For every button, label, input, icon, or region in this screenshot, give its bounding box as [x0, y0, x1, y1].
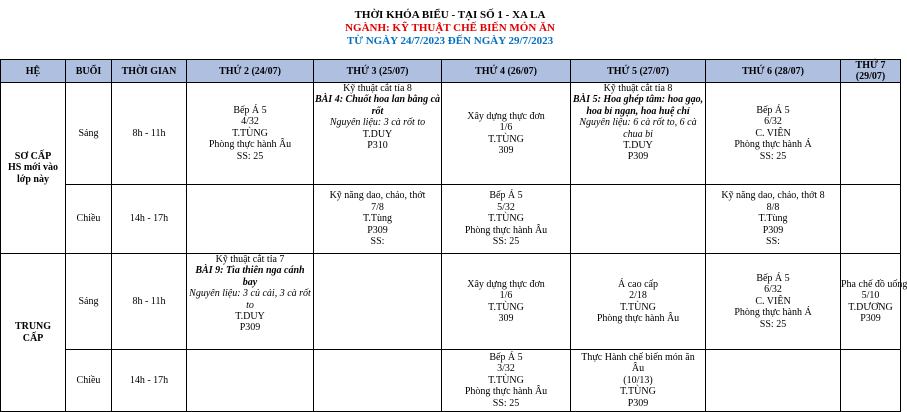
col-buoi: BUỔI	[66, 60, 112, 83]
cell-text: T.TÙNG	[232, 127, 268, 139]
header-row	[1, 60, 901, 83]
cell-text: Nguyên liệu: 6 cà rốt to, 6 cà chua bi	[579, 117, 697, 140]
cell-text: BÀI 9: Tìa thiên nga cánh bay	[195, 265, 305, 288]
cell-text: T.Tùng	[758, 213, 788, 225]
cell-text: 4/32	[241, 116, 259, 128]
cell-text: Nguyên liệu: 3 củ cải, 3 cà rốt to	[189, 288, 311, 311]
department-title: NGÀNH: KỸ THUẬT CHẾ BIẾN MÓN ĂN	[345, 22, 555, 34]
program-trung-cap	[1, 254, 66, 412]
cell-text: SS: 25	[492, 397, 520, 409]
cell-text: Kỹ năng dao, chảo, thớt	[329, 190, 426, 202]
schedule-cell	[706, 83, 841, 185]
cell-text: T.TÙNG	[620, 301, 656, 313]
cell-text: (10/13)	[623, 374, 653, 386]
col-thu-7: THỨ 7 (29/07)	[841, 60, 901, 83]
cell-text: HS mới vào	[8, 162, 58, 174]
cell-text: SS: 25	[759, 318, 787, 330]
cell-text: SƠ CẤP	[14, 150, 52, 162]
cell-text: P309	[860, 312, 881, 324]
cell-text: Bếp Á 5	[489, 190, 523, 202]
table-row	[1, 350, 901, 412]
col-thoi-gian: THỜI GIAN	[112, 60, 187, 83]
cell-text: TRUNG	[14, 321, 52, 333]
cell-text: Bếp Á 5	[756, 272, 790, 284]
schedule-cell-empty	[841, 350, 901, 412]
cell-text: P309	[627, 151, 649, 163]
cell-text: P309	[762, 224, 784, 236]
date-range: TỪ NGÀY 24/7/2023 ĐẾN NGÀY 29/7/2023	[346, 35, 554, 47]
cell-text: Pha chế đồ uống	[841, 278, 907, 290]
cell-text: SS: 25	[236, 150, 264, 162]
cell-text: P310	[367, 140, 388, 152]
cell-text: T.TÙNG	[488, 213, 524, 225]
cell-text: Nguyên liệu: 3 cà rốt to	[329, 117, 426, 129]
cell-text: T.TÙNG	[488, 301, 524, 313]
cell-text: C. VIÊN	[755, 295, 791, 307]
schedule-cell	[442, 350, 571, 412]
cell-text: T.TÙNG	[620, 386, 656, 398]
session-time: 8h - 11h	[112, 254, 187, 350]
session-time: 8h - 11h	[112, 83, 187, 185]
schedule-cell	[571, 254, 706, 350]
cell-text: SS:	[766, 236, 780, 248]
schedule-cell	[442, 254, 571, 350]
col-thu-6: THỨ 6 (28/07)	[706, 60, 841, 83]
cell-text: T.Tùng	[363, 213, 392, 225]
cell-text: BÀI 5: Hoa ghép tâm: hoa gạo, hoa bỉ ngạn, hoa huệ chỉ	[572, 94, 704, 117]
table-row	[1, 83, 901, 185]
cell-text: 1/6	[499, 290, 513, 302]
cell-text: Kỹ thuật cắt tỉa 8	[603, 83, 673, 94]
cell-text: Phòng thực hành Âu	[208, 139, 292, 151]
cell-text: Thực Hành chế biến món ăn Âu	[581, 351, 695, 375]
cell-text: SS:	[370, 236, 385, 248]
cell-text: T.DƯƠNG	[848, 301, 893, 313]
cell-text: Kỹ thuật cắt tỉa 7	[215, 254, 285, 265]
table-row	[1, 185, 901, 254]
schedule-cell	[442, 185, 571, 254]
cell-text: 6/32	[764, 116, 782, 128]
cell-text: Phòng thực hành Á	[734, 307, 812, 319]
cell-text: 2/18	[629, 290, 647, 302]
cell-text: Xây dựng thực đơn	[467, 278, 545, 290]
cell-text: 309	[498, 144, 514, 156]
program-so-cap	[1, 83, 66, 254]
schedule-cell	[442, 83, 571, 185]
schedule-cell	[187, 254, 314, 350]
cell-text: T.DUY	[362, 128, 393, 140]
cell-text: Phòng thực hành Á	[734, 139, 812, 151]
cell-text: SS: 25	[492, 236, 520, 248]
cell-text: SS: 25	[759, 150, 787, 162]
cell-text: Phòng thực hành Âu	[596, 312, 680, 324]
schedule-cell	[314, 83, 442, 185]
cell-text: Kỹ năng dao, chảo, thớt 8	[721, 190, 825, 202]
session-label: Chiều	[66, 350, 112, 412]
timetable	[0, 59, 907, 412]
schedule-cell-empty	[841, 185, 901, 254]
cell-text: 5/10	[861, 290, 880, 302]
schedule-cell-empty	[187, 350, 314, 412]
schedule-cell	[706, 254, 841, 350]
cell-text: 1/6	[499, 122, 513, 134]
cell-text: P309	[367, 224, 388, 236]
table-row	[1, 254, 901, 350]
col-thu-5: THỨ 5 (27/07)	[571, 60, 706, 83]
page-title: THỜI KHÓA BIỂU - TẠI SỐ 1 - XA LA	[354, 9, 546, 21]
session-label: Chiều	[66, 185, 112, 254]
cell-text: 3/32	[497, 363, 515, 375]
schedule-cell	[187, 83, 314, 185]
cell-text: BÀI 4: Chuốt hoa lan bằng cà rốt	[314, 94, 441, 117]
col-thu-2: THỨ 2 (24/07)	[187, 60, 314, 83]
cell-text: Kỹ thuật cắt tỉa 8	[343, 83, 412, 94]
cell-text: T.DUY	[623, 140, 653, 152]
cell-text: Xây dựng thực đơn	[467, 110, 545, 122]
schedule-cell-empty	[314, 350, 442, 412]
page-header	[0, 0, 900, 47]
schedule-cell-empty	[314, 254, 442, 350]
cell-text: T.TÙNG	[488, 374, 524, 386]
session-label: Sáng	[66, 83, 112, 185]
session-label: Sáng	[66, 254, 112, 350]
cell-text: T.DUY	[235, 311, 265, 323]
cell-text: 8/8	[766, 201, 780, 213]
schedule-cell-empty	[187, 185, 314, 254]
schedule-cell-empty	[841, 83, 901, 185]
schedule-cell	[314, 185, 442, 254]
cell-text: 5/32	[497, 201, 515, 213]
session-time: 14h - 17h	[112, 185, 187, 254]
schedule-cell-empty	[571, 185, 706, 254]
cell-text: Bếp Á 5	[489, 351, 523, 363]
cell-text: P309	[239, 322, 261, 334]
cell-text: Bếp Á 5	[756, 104, 790, 116]
schedule-cell	[571, 350, 706, 412]
cell-text: CẤP	[22, 332, 44, 344]
col-thu-3: THỨ 3 (25/07)	[314, 60, 442, 83]
schedule-cell	[841, 254, 907, 350]
col-thu-4: THỨ 4 (26/07)	[442, 60, 571, 83]
cell-text: 309	[498, 312, 514, 324]
schedule-cell-empty	[706, 350, 841, 412]
cell-text: P309	[627, 397, 649, 409]
cell-text: Phòng thực hành Âu	[464, 386, 548, 398]
cell-text: Phòng thực hành Âu	[464, 224, 548, 236]
col-he: HỆ	[1, 60, 66, 83]
schedule-cell	[706, 185, 841, 254]
cell-text: Á cao cấp	[618, 278, 658, 290]
cell-text: 7/8	[371, 201, 384, 213]
cell-text: 6/32	[764, 284, 782, 296]
cell-text: Bếp Á 5	[233, 104, 267, 116]
cell-text: T.TÙNG	[488, 133, 524, 145]
cell-text: C. VIÊN	[755, 127, 791, 139]
session-time: 14h - 17h	[112, 350, 187, 412]
cell-text: lớp này	[17, 173, 49, 185]
schedule-cell	[571, 83, 706, 185]
